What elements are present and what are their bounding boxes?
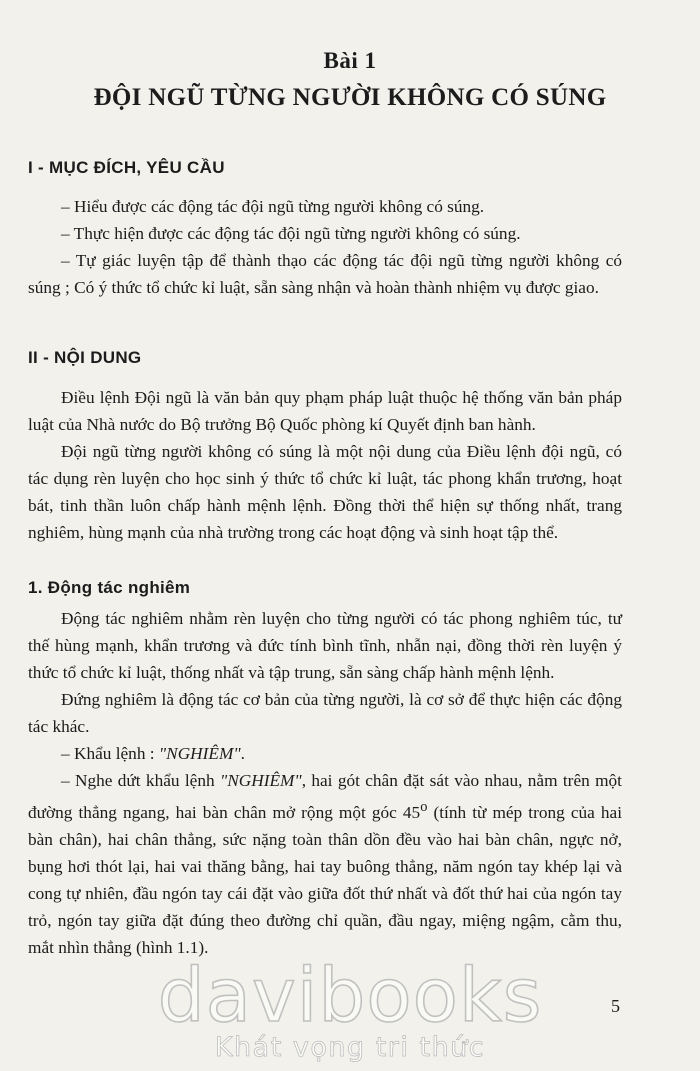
paragraph: Động tác nghiêm nhằm rèn luyện cho từng người có tác phong nghiêm túc, tư thế hùng mạnh, khẩn trương và đức tính bình tĩnh, nhẫn nại, đồng thời rèn luyện ý thức tổ chức kỉ luật, thống nhất và tập trung, sẵn sàng chấp hành mệnh lệnh.	[28, 609, 622, 682]
command-line: – Khẩu lệnh : "NGHIÊM".	[61, 744, 245, 763]
section-heading-content: II - NỘI DUNG	[28, 348, 142, 367]
paragraph: Đứng nghiêm là động tác cơ bản của từng người, là cơ sở để thực hiện các động tác khác.	[28, 690, 622, 736]
paragraph: Điều lệnh Đội ngũ là văn bản quy phạm pháp luật thuộc hệ thống văn bản pháp luật của Nhà nước do Bộ trưởng Bộ Quốc phòng kí Quyết định ban hành.	[28, 388, 622, 434]
purpose-list	[28, 193, 622, 301]
degree-mark: o	[420, 799, 428, 815]
purpose-item: – Thực hiện được các động tác đội ngũ từng người không có súng.	[61, 224, 521, 243]
command-word: "NGHIÊM"	[158, 744, 241, 763]
command-word: "NGHIÊM"	[219, 771, 302, 790]
attention-body	[28, 605, 622, 961]
execution-paragraph: – Nghe dứt khẩu lệnh "NGHIÊM", hai gót chân đặt sát vào nhau, nằm trên một đường thẳng ngang, hai bàn chân mở rộng một góc 45$^o$ (tính từ mép trong của hai bàn chân), hai chân thẳng, sức nặng toàn thân dồn đều vào hai bàn chân, ngực nở, bụng hơi thót lại, hai vai thăng bằng, hai tay buông thẳng, năm ngón tay khép lại và cong tự nhiên, đầu ngón tay cái đặt vào giữa đốt thứ nhất và đốt thứ hai của ngón tay trỏ, ngón tay giữa đặt đúng theo đường chỉ quần, đầu ngay, miệng ngậm, cằm thu, mắt nhìn thẳng (hình 1.1).	[28, 771, 622, 957]
section-heading-purpose: I - MỤC ĐÍCH, YÊU CẦU	[28, 158, 225, 177]
purpose-item: – Tự giác luyện tập để thành thạo các động tác đội ngũ từng người không có súng ; Có ý thức tổ chức kỉ luật, sẵn sàng nhận và hoàn thành nhiệm vụ được giao.	[28, 251, 622, 297]
paragraph: Đội ngũ từng người không có súng là một nội dung của Điều lệnh đội ngũ, có tác dụng rèn luyện cho học sinh ý thức tổ chức kỉ luật, tác phong khẩn trương, hoạt bát, tinh thần luôn chấp hành mệnh lệnh. Đồng thời thể hiện sự thống nhất, trang nghiêm, hùng mạnh của nhà trường trong các hoạt động và sinh hoạt tập thể.	[28, 442, 622, 542]
watermark-logo: davibooks	[157, 953, 543, 1039]
lesson-title: ĐỘI NGŨ TỪNG NGƯỜI KHÔNG CÓ SÚNG	[93, 84, 607, 111]
lesson-number: Bài 1	[323, 48, 377, 73]
content-paragraphs	[28, 384, 622, 546]
page-number: 5	[611, 996, 620, 1016]
purpose-item: – Hiểu được các động tác đội ngũ từng người không có súng.	[61, 197, 485, 216]
watermark-slogan: Khát vọng tri thức	[214, 1032, 486, 1063]
subsection-heading-attention: 1. Động tác nghiêm	[28, 578, 191, 597]
